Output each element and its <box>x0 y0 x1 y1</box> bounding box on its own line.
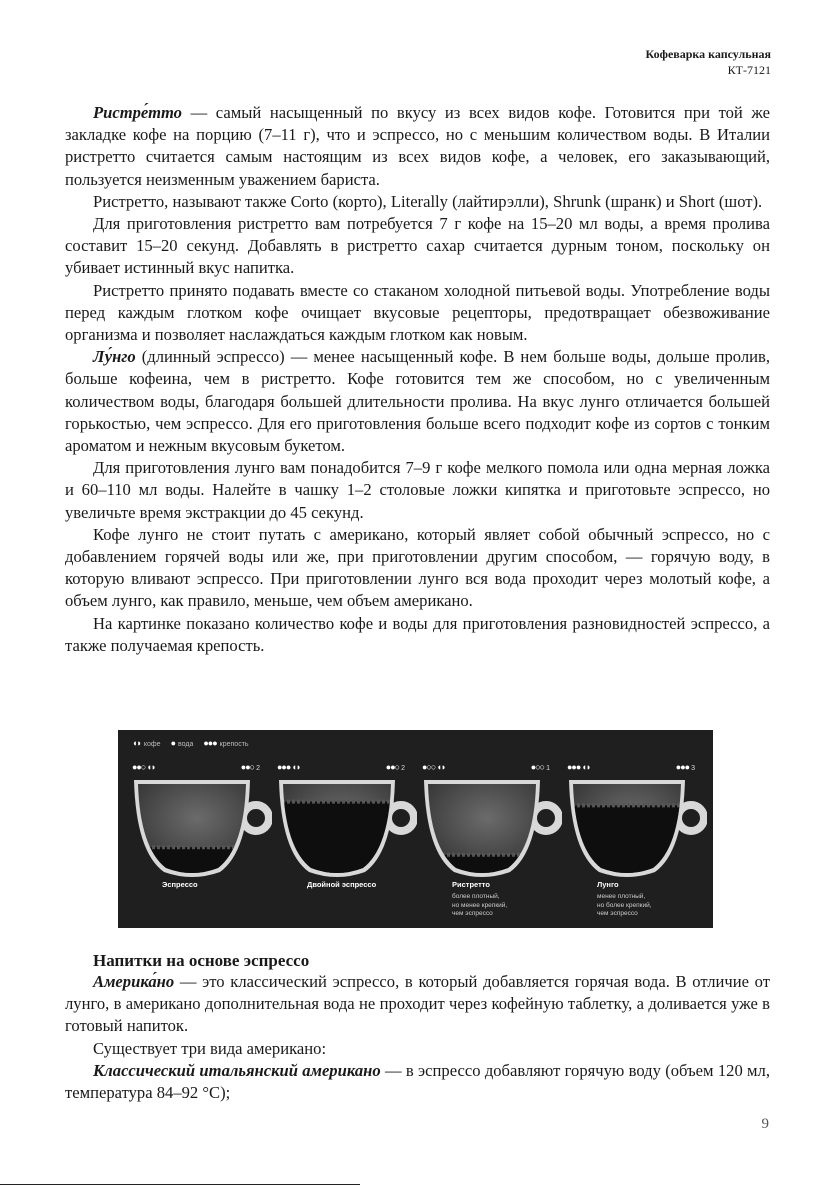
strength-number: 3 <box>691 765 695 772</box>
paragraph <box>65 213 770 280</box>
cup-caption <box>162 880 272 889</box>
strength-dots-icon: ●●● <box>675 762 690 772</box>
legend-coffee <box>132 738 161 748</box>
cup-note-line: но менее крепкий, <box>452 901 508 909</box>
strength-indicator <box>241 762 260 772</box>
paragraph-text: Для приготовления ристретто вам потребуется 7 г кофе на 15–20 мл воды, а время пролива составит 15–20 секунд. Добавлять в ристретто сахар считается дурным тоном, поскольку он убивает истинный вкус напитка. <box>65 214 770 278</box>
paragraph <box>65 524 770 613</box>
cup-note-line: но более крепкий, <box>597 901 652 909</box>
cup-note <box>452 893 562 919</box>
paragraph-text: — это классический эспрессо, в который добавляется горячая вода. В отличие от лунго, в американо дополнительная вода не проходит через кофейную таблетку, а доливается уже в готовый напиток. <box>65 972 770 1036</box>
paragraph-text: Для приготовления лунго вам понадобится 7–9 г кофе мелкого помола или одна мерная ложка и 60–110 мл воды. Налейте в чашку 1–2 столовые ложки кипятка и приготовьте эспрессо, но увеличьте время экстракции до 45 секунд. <box>65 458 770 522</box>
bean-icon: ◖◗ <box>291 762 301 772</box>
term: Лу́нго <box>93 347 136 367</box>
paragraph <box>65 280 770 347</box>
term: Америка́но <box>93 972 175 991</box>
figure-legend <box>132 738 249 748</box>
strength-number: 2 <box>256 765 260 772</box>
paragraph-text: На картинке показано количество кофе и воды для приготовления разновидностей эспрессо, а также получаемая крепость. <box>65 613 770 655</box>
paragraph-text: — самый насыщенный по вкусу из всех видов кофе. Готовится при той же закладке кофе на порцию (7–11 г), что и эспрессо, но с меньшим количеством воды. В Италии ристретто считается самым настоящим из всех видов кофе, а человек, его заказывающий, пользуется неизменным уважением бариста. <box>65 103 770 189</box>
cup-note-line: чем эспрессо <box>452 910 493 917</box>
body-text <box>65 102 770 657</box>
cup-caption <box>452 880 562 919</box>
cup-icon <box>132 778 272 878</box>
strength-dots-icon: ●●● <box>203 738 217 748</box>
cup-icon <box>422 778 562 878</box>
paragraph <box>65 971 770 1038</box>
cup-caption <box>307 880 417 889</box>
paragraph <box>65 1038 770 1060</box>
strength-indicator <box>386 762 405 772</box>
legend-water <box>171 738 194 748</box>
cup-caption <box>597 880 707 919</box>
strength-dots-icon: ●●○ <box>385 762 400 772</box>
paragraph-text: (длинный эспрессо) — менее насыщенный кофе. В нем больше воды, дольше пролив, больше кофеина, чем в ристретто. Кофе готовится тем же способом, но с увеличенным количеством воды, благодаря большей длительности пролива. На вкус лунго отличается большей горькостью, чем эспрессо. Для его приготовления больше всего подходит кофе из сортов с тонким ароматом и нежным вкусовым букетом. <box>65 347 770 456</box>
paragraph-text: Ристретто, называют также Corto (корто), Literally (лайтирэлли), Shrunk (шранк) и Short (шот). <box>93 191 763 211</box>
cup-indicators <box>422 762 550 772</box>
cup-indicators <box>567 762 695 772</box>
strength-number: 2 <box>401 765 405 772</box>
strength-dots-icon: ●○○ <box>530 762 545 772</box>
header-model: КТ-7121 <box>727 63 771 77</box>
cup-icon <box>567 778 707 878</box>
drop-icon: ● <box>170 738 175 748</box>
paragraph <box>65 191 770 213</box>
legend-strength-label: крепость <box>219 741 249 748</box>
paragraph <box>65 457 770 524</box>
cup-name: Лунго <box>597 880 619 889</box>
bean-icon: ◖◗ <box>146 762 156 772</box>
bean-icon: ◖◗ <box>132 738 141 748</box>
cup-name: Ристретто <box>452 880 490 889</box>
cup-note <box>597 893 707 919</box>
cup-indicators <box>132 762 260 772</box>
cup-note-line: менее плотный, <box>597 893 646 900</box>
paragraph-text: — в эспрессо добавляют горячую воду (объем 120 мл, температура 84–92 °C); <box>65 1060 770 1103</box>
paragraph <box>65 102 770 191</box>
paragraph <box>65 613 770 657</box>
water-drops-icon: ●○○ <box>422 762 436 772</box>
cup-name: Эспрессо <box>162 880 198 889</box>
cup-name: Двойной эспрессо <box>307 880 377 889</box>
paragraph-text: Существует три вида американо: <box>93 1038 327 1058</box>
legend-water-label: вода <box>178 741 194 748</box>
paragraph-text: Ристретто принято подавать вместе со стаканом холодной питьевой воды. Употребление воды перед каждым глотком кофе очищает вкусовые рецепторы, предотвращает обезвоживание организма и позволяет наслаждаться каждым глотком как новым. <box>65 280 770 345</box>
espresso-varieties-figure <box>118 730 713 928</box>
bean-icon: ◖◗ <box>436 762 446 772</box>
body-text-2 <box>65 971 770 1104</box>
cup-note-line: более плотный, <box>452 893 500 900</box>
term: Классический итальянский американо <box>93 1060 381 1080</box>
cup-icon <box>277 778 417 878</box>
section-title: Напитки на основе эспрессо <box>93 951 310 970</box>
paragraph <box>65 1060 770 1104</box>
header-product: Кофеварка капсульная <box>645 47 771 61</box>
strength-indicator <box>676 762 695 772</box>
strength-indicator <box>531 762 550 772</box>
term: Ристре́тто <box>93 103 182 122</box>
paragraph <box>65 346 770 457</box>
page-number: 9 <box>761 1116 769 1132</box>
water-drops-icon: ●●○ <box>132 762 146 772</box>
water-drops-icon: ●●● <box>277 762 291 772</box>
strength-number: 1 <box>546 765 550 772</box>
running-header <box>646 46 771 78</box>
legend-coffee-label: кофе <box>143 741 161 748</box>
bean-icon: ◖◗ <box>581 762 591 772</box>
strength-dots-icon: ●●○ <box>240 762 255 772</box>
paragraph-text: Кофе лунго не стоит путать с американо, который являет собой обычный эспрессо, но с добавлением горячей воды или же, при приготовлении другим способом, — горячую воду, в которую вливают эспрессо. При приготовлении лунго вся вода проходит через молотый кофе, а объем лунго, как правило, меньше, чем объем американо. <box>65 524 770 611</box>
cup-indicators <box>277 762 405 772</box>
footnote-rule <box>0 1184 360 1185</box>
legend-strength <box>203 738 248 748</box>
water-drops-icon: ●●● <box>567 762 581 772</box>
cup-note-line: чем эспрессо <box>597 910 638 917</box>
